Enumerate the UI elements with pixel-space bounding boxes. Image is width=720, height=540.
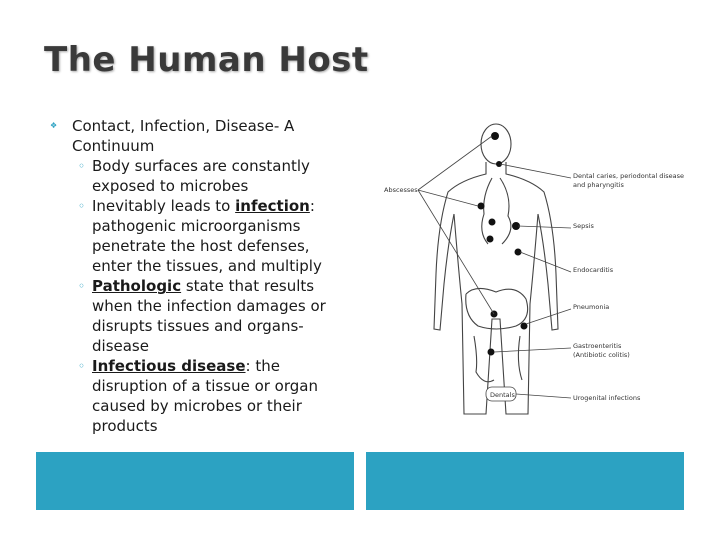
label-sepsis: Sepsis [573,222,594,230]
label-gastroenteritis: Gastroenteritis [573,342,622,350]
label-pneumonia: Pneumonia [573,303,610,311]
sub-bullet-marker-icon: ◦ [78,279,86,293]
body-infection-sites-illustration [366,104,684,432]
label-urogenital: Urogenital infections [573,394,641,402]
sub-bullet-text: : the disruption of a tissue or organ caused by microbes or their products [92,357,318,435]
label-abscesses: Abscesses [384,186,418,194]
infection-dot [488,349,495,356]
footer-bar-left [36,452,354,510]
sub-bullet-marker-icon: ◦ [78,359,86,373]
sub-bullet-text: state that results when the infection damages or disrupts tissues and organs- disease [92,277,326,355]
sub-bullet-text: : pathogenic microorganisms penetrate the host defenses, enter the tissues, and multiply [92,197,322,275]
infection-dot [487,236,494,243]
bullet-content [50,116,350,436]
term-infectious-disease: Infectious disease [92,357,246,375]
label-endocarditis: Endocarditis [573,266,614,274]
sub-bullet-text: Body surfaces are constantly exposed to microbes [92,157,310,195]
bullet-text: Contact, Infection, Disease- A Continuum [72,117,295,155]
footer-bar-right [366,452,684,510]
label-dentals: Dentals [490,391,515,399]
infection-dot [491,311,498,318]
sub-bullet-list [50,156,350,436]
sub-bullet-item [50,276,350,356]
slide-title: The Human Host [44,40,369,80]
sub-bullet-marker-icon: ◦ [78,199,86,213]
label-colitis: (Antibiotic colitis) [573,351,630,359]
sub-bullet-item [50,196,350,276]
sub-bullet-text: Inevitably leads to [92,197,236,215]
sub-bullet-item [50,356,350,436]
sub-bullet-marker-icon: ◦ [78,159,86,173]
label-dental: Dental caries, periodontal disease [573,172,684,180]
human-host-diagram [366,104,684,432]
term-pathologic: Pathologic [92,277,182,295]
bullet-icon: ❖ [50,121,58,130]
infection-dot [489,219,496,226]
leader-lines [418,136,571,398]
infection-dot [491,132,499,140]
infection-dot [478,203,485,210]
body-outline [434,124,558,414]
sub-bullet-item [50,156,350,196]
term-infection: infection [235,197,310,215]
label-dental-2: and pharyngitis [573,181,624,189]
bullet-item [50,116,350,156]
